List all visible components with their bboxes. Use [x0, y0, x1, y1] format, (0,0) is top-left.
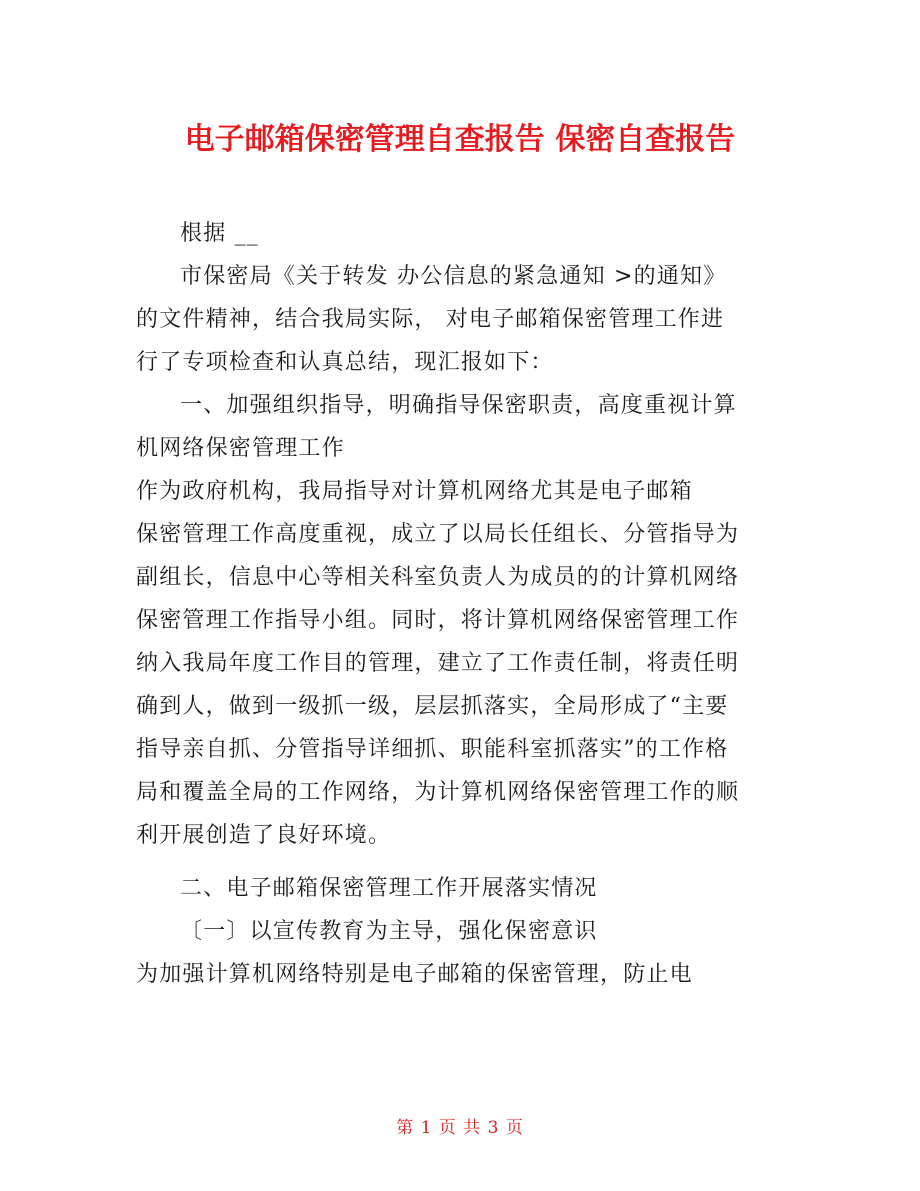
document-body	[136, 212, 776, 996]
body-line: 的文件精神，结合我局实际， 对电子邮箱保密管理工作进	[136, 307, 725, 332]
page-indicator: 第 1 页 共 3 页	[396, 1118, 524, 1138]
body-line: 为加强计算机网络特别是电子邮箱的保密管理，防止电	[136, 962, 693, 987]
body-line: 市保密局《关于转发 办公信息的紧急通知 >的通知》	[180, 264, 727, 289]
section-heading-line: 机网络保密管理工作	[136, 436, 345, 461]
body-line: 作为政府机构，我局指导对计算机网络尤其是电子邮箱	[136, 479, 693, 504]
body-line: 利开展创造了良好环境。	[136, 823, 392, 848]
body-line: 副组长，信息中心等相关科室负责人为成员的的计算机网络	[136, 565, 740, 590]
body-line: 指导亲自抓、分管指导详细抓、职能科室抓落实”的工作格	[136, 737, 729, 762]
body-line: 局和覆盖全局的工作网络，为计算机网络保密管理工作的顺	[136, 780, 740, 805]
body-line: 保密管理工作高度重视，成立了以局长任组长、分管指导为	[136, 522, 740, 547]
body-line: 纳入我局年度工作目的管理，建立了工作责任制，将责任明	[136, 651, 740, 676]
body-line: 确到人，做到一级抓一级，层层抓落实，全局形成了“主要	[136, 694, 729, 719]
section-heading-line: 二、电子邮箱保密管理工作开展落实情况	[180, 876, 598, 901]
body-line: 行了专项检查和认真总结，现汇报如下：	[136, 350, 554, 375]
section-heading-line: 一、加强组织指导，明确指导保密职责，高度重视计算	[180, 393, 737, 418]
subsection-heading-line: 〔一〕以宣传教育为主导，强化保密意识	[180, 919, 598, 944]
body-line: 根据 __	[180, 221, 259, 246]
body-line: 保密管理工作指导小组。同时，将计算机网络保密管理工作	[136, 608, 740, 633]
document-title: 电子邮箱保密管理自查报告 保密自查报告	[184, 122, 736, 157]
